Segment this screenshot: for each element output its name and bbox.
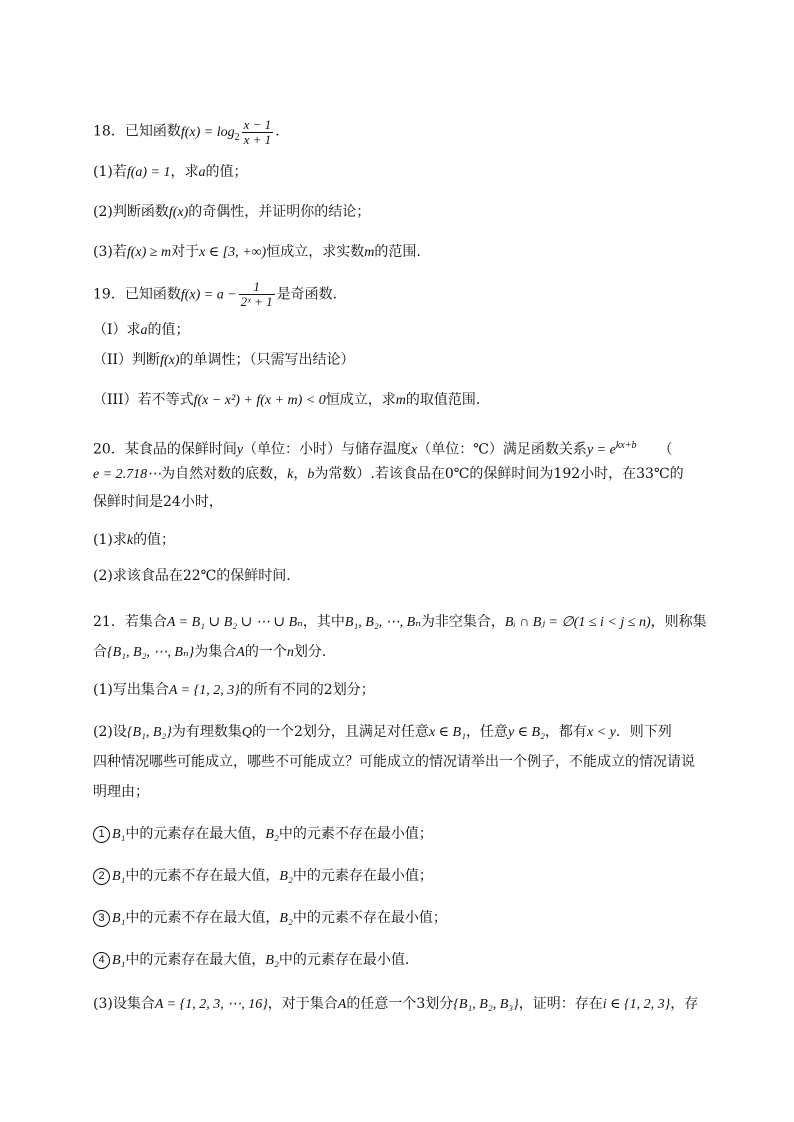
q18-formula: $f(x) = \log_2$ $\frac{x - 1}{x + 1}$ xyxy=(180,117,272,147)
q21-line1: 21．若集合A = B₁ ∪ B₂ ∪ ⋯ ∪ Bₙ，其中B₁, B₂, ⋯, Bₙ为非空集合，Bᵢ ∩ Bⱼ = ∅(1 ≤ i < j ≤ n)，则称集 xyxy=(93,614,707,630)
case-number-1: 1 xyxy=(93,826,110,843)
q18-part3: (3)若f(x) ≥ m对于x ∈ [3, +∞)恒成立，求实数m的范围. xyxy=(93,244,421,260)
q21-case-1: 1 B₁中的元素存在最大值，B₂中的元素不存在最小值； xyxy=(93,824,714,845)
q19-stem: 19．已知函数f(x) = a − $\frac{1}{\text{2ˣ + 1}}$ 是奇函数. xyxy=(93,279,338,309)
q19-part2: （II）判断f(x)的单调性；（只需写出结论） xyxy=(93,352,355,368)
q20-line1: 20．某食品的保鲜时间y（单位：小时）与储存温度x（单位：℃）满足函数关系$y = e^{kx+b}$ （ xyxy=(93,440,673,458)
q21-case-3: 3 B₁中的元素不存在最大值，B₂中的元素不存在最小值； xyxy=(93,908,714,929)
q20-line2: e = 2.718⋯为自然对数的底数，k，b为常数）.若该食品在0℃的保鲜时间为192小时，在33℃的 xyxy=(93,466,684,482)
q20-part2: (2)求该食品在22℃的保鲜时间. xyxy=(93,568,291,584)
q18-lead: 18．已知函数 xyxy=(93,123,181,140)
q21-case-4: 4 B₁中的元素存在最大值，B₂中的元素存在最小值. xyxy=(93,950,714,971)
q21-case-2: 2 B₁中的元素不存在最大值，B₂中的元素存在最小值； xyxy=(93,866,714,887)
q19-part3: （III）若不等式f(x − x²) + f(x + m) < 0恒成立，求m的取值范围. xyxy=(93,392,481,408)
q18-part1: (1)若f(a) = 1，求a的值； xyxy=(93,164,248,180)
q20-line3: 保鲜时间是24小时， xyxy=(93,494,223,510)
q18-stem: 18．已知函数$f(x) = \log_2$ $\frac{x - 1}{x + 1}$ . xyxy=(93,117,280,147)
q19-part1: （I）求a的值； xyxy=(93,322,190,338)
case-number-2: 2 xyxy=(93,868,110,885)
q18-fraction: $\frac{x - 1}{x + 1}$ xyxy=(243,117,272,147)
case-number-4: 4 xyxy=(93,952,110,969)
q21-part2-line3: 明理由； xyxy=(93,784,149,800)
q21-part2-line1: (2)设{B₁, B₂}为有理数集Q的一个2划分，且满足对任意x ∈ B₁，任意y ∈ B₂，都有x < y．则下列 xyxy=(93,724,672,740)
q21-line2: 合{B₁, B₂, ⋯, Bₙ}为集合A的一个n划分. xyxy=(93,644,327,660)
q21-part3: (3)设集合A = {1, 2, 3, ⋯, 16}，对于集合A的任意一个3划分{B₁, B₂, B₃}，证明：存在i ∈ {1, 2, 3}，存 xyxy=(93,996,699,1012)
q18-part2: (2)判断函数f(x)的奇偶性，并证明你的结论； xyxy=(93,204,371,220)
case-number-3: 3 xyxy=(93,910,110,927)
q21-part2-line2: 四种情况哪些可能成立，哪些不可能成立？可能成立的情况请举出一个例子，不能成立的情况请说 xyxy=(93,754,695,770)
q19-fraction: $\frac{1}{\text{2ˣ + 1}}$ xyxy=(240,279,273,309)
q20-part1: (1)求k的值； xyxy=(93,532,176,548)
q21-part1: (1)写出集合A = {1, 2, 3}的所有不同的2划分； xyxy=(93,682,375,698)
